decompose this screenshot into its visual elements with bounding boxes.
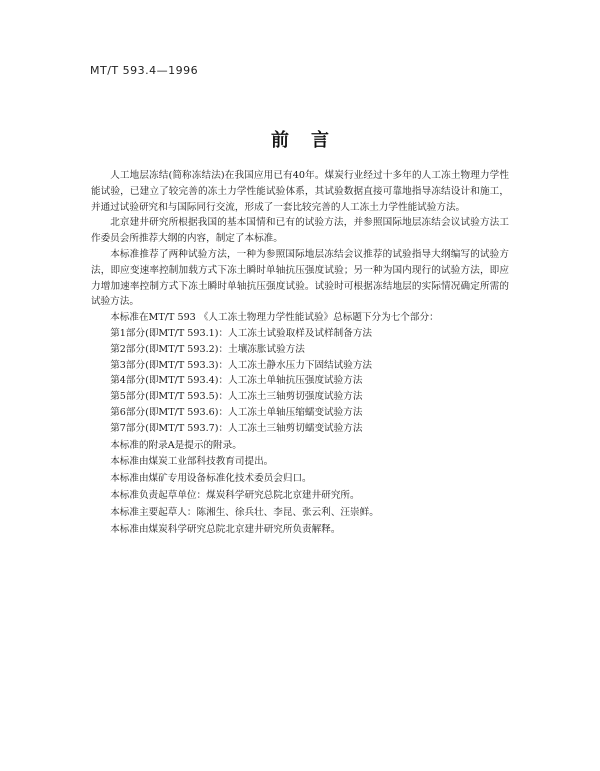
- part-list-item: 第6部分(即MT/T 593.6)：人工冻土单轴压缩蠕变试验方法: [110, 406, 363, 418]
- part-list-item: 第1部分(即MT/T 593.1)：人工冻土试验取样及试样制备方法: [110, 327, 373, 339]
- closing-line: 本标准由煤炭工业部科技教育司提出。: [110, 456, 274, 468]
- document-body: [91, 168, 509, 537]
- part-list-item: 第2部分(即MT/T 593.2)：土壤冻胀试验方法: [110, 343, 305, 355]
- page-title: 前言: [271, 130, 351, 151]
- closing-line: 本标准负责起草单位：煤炭科学研究总院北京建井研究所。: [110, 489, 360, 501]
- closing-line: 本标准由煤矿专用设备标准化技术委员会归口。: [110, 473, 312, 485]
- part-list-item: 第7部分(即MT/T 593.7)：人工冻土三轴剪切蠕变试验方法: [110, 422, 363, 434]
- paragraph: 本标准推荐了两种试验方法，一种为参照国际地层冻结会议推荐的试验指导大纲编写的试验方法，即应变速率控制加载方式下冻土瞬时单轴抗压强度试验；另一种为国内现行的试验方法，即应力增加速率控制方式下冻土瞬时单轴抗压强度试验。试验时可根据冻结地层的实际情况确定所需的试验方法。: [91, 248, 509, 308]
- closing-line: 本标准由煤炭科学研究总院北京建井研究所负责解释。: [110, 523, 341, 535]
- closing-line: 本标准的附录A是提示的附录。: [110, 439, 242, 451]
- part-list-item: 第3部分(即MT/T 593.3)：人工冻土静水压力下固结试验方法: [110, 359, 373, 371]
- paragraph: 本标准在MT/T 593 《人工冻土物理力学性能试验》总标题下分为七个部分：: [110, 312, 439, 324]
- part-list-item: 第4部分(即MT/T 593.4)：人工冻土单轴抗压强度试验方法: [110, 375, 363, 387]
- paragraph: 人工地层冻结(简称冻结法)在我国应用已有40年。煤炭行业经过十多年的人工冻土物理力学性能试验，已建立了较完善的冻土力学性能试验体系，其试验数据直接可靠地指导冻结设计和施工，并通过试验研究和与国际同行交流，形成了一套比较完善的人工冻土力学性能试验方法。: [91, 170, 509, 213]
- part-list-item: 第5部分(即MT/T 593.5)：人工冻土三轴剪切强度试验方法: [110, 391, 363, 403]
- closing-line: 本标准主要起草人：陈湘生、徐兵壮、李昆、张云利、汪崇鲜。: [110, 506, 379, 518]
- paragraph: 北京建井研究所根据我国的基本国情和已有的试验方法，并参照国际地层冻结会议试验方法工作委员会所推荐大纲的内容，制定了本标准。: [91, 217, 509, 245]
- standard-code: MT/T 593.4—1996: [90, 64, 199, 77]
